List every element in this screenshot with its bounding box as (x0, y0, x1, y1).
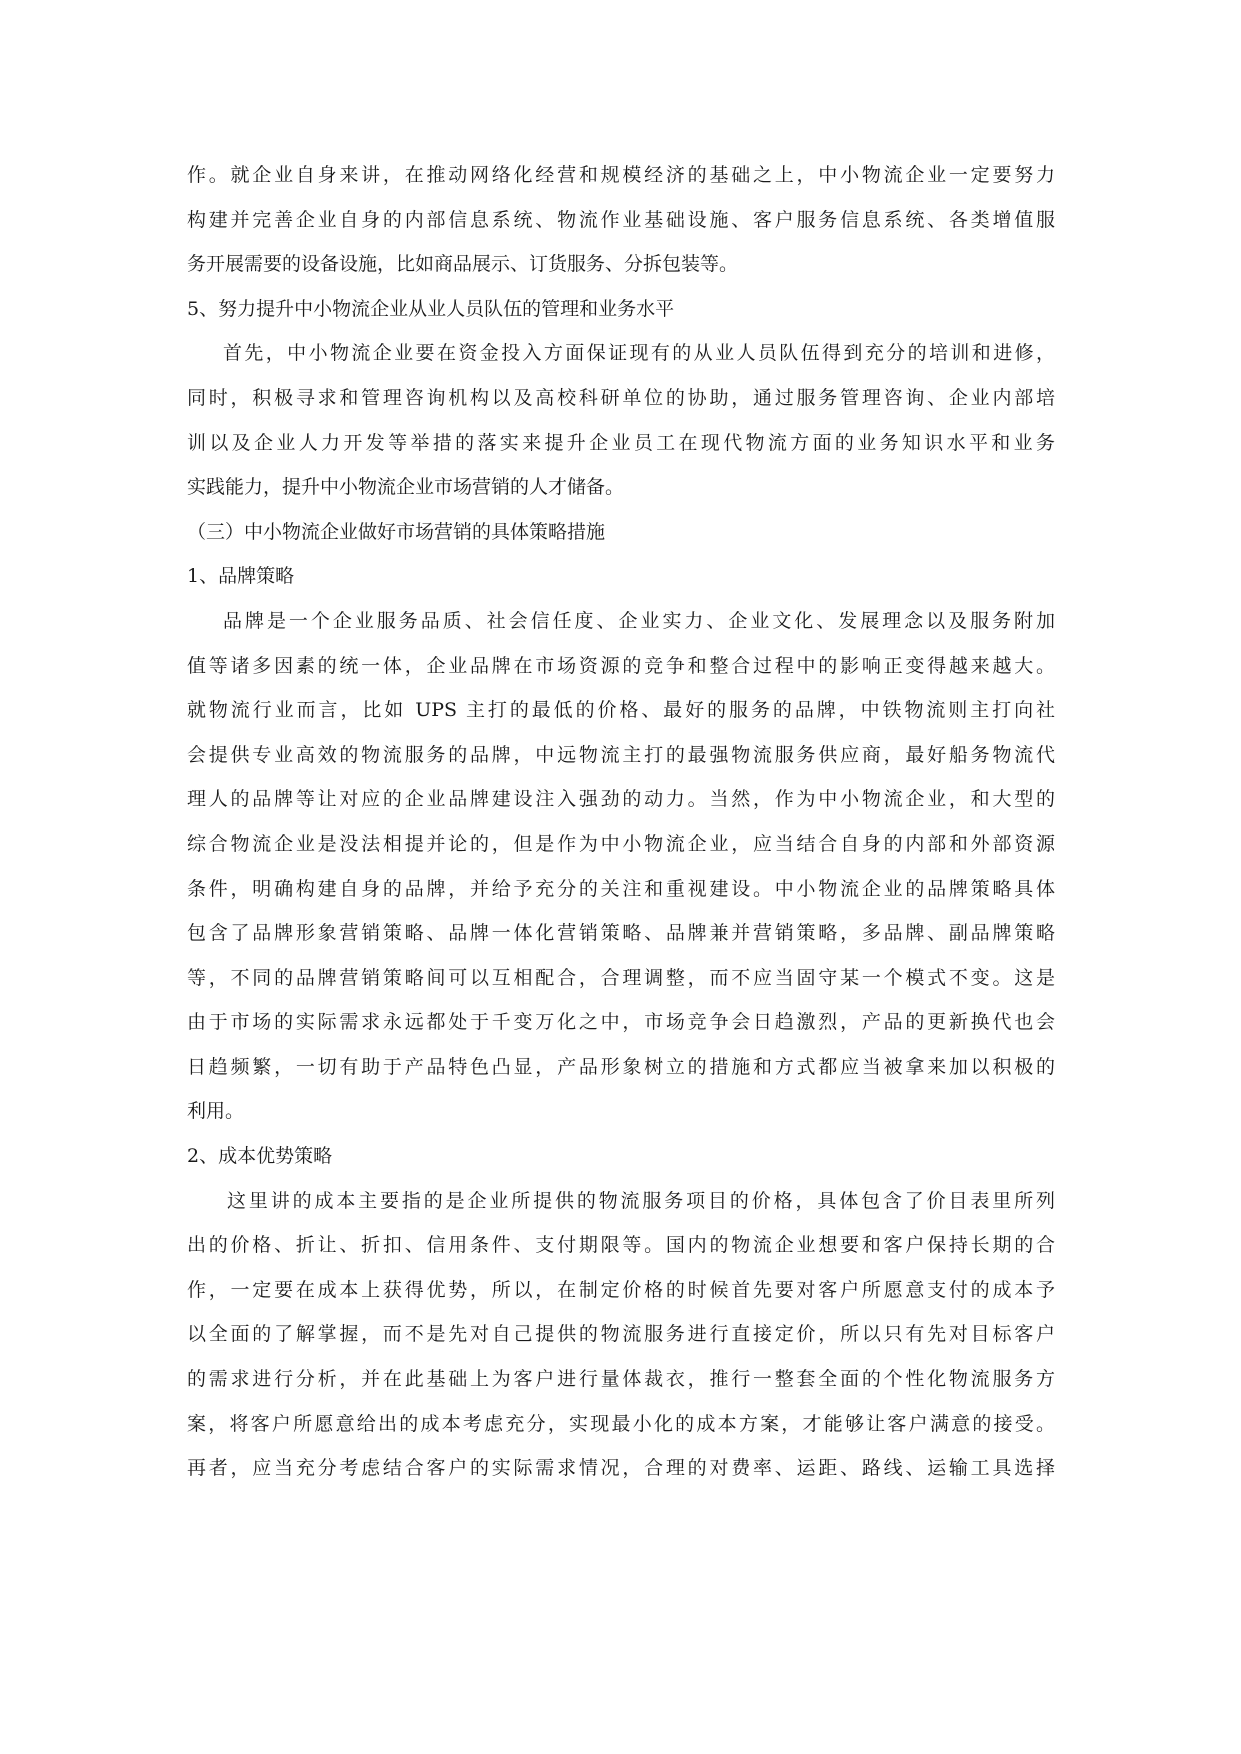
body-line: 理人的品牌等让对应的企业品牌建设注入强劲的动力。当然，作为中小物流企业，和大型的 (187, 788, 1055, 811)
paragraph-end-line: 利用。 (187, 1100, 245, 1123)
paragraph-end-line: 实践能力，提升中小物流企业市场营销的人才储备。 (187, 476, 625, 499)
body-line: 会提供专业高效的物流服务的品牌，中远物流主打的最强物流服务供应商，最好船务物流代 (187, 743, 1055, 766)
document-page (187, 153, 1055, 1491)
body-line: 的需求进行分析，并在此基础上为客户进行量体裁衣，推行一整套全面的个性化物流服务方 (187, 1368, 1055, 1391)
paragraph-end-line: 务开展需要的设备设施，比如商品展示、订货服务、分拆包装等。 (187, 253, 739, 276)
body-line: 日趋频繁，一切有助于产品特色凸显，产品形象树立的措施和方式都应当被拿来加以积极的 (187, 1055, 1055, 1078)
section-heading: 2、成本优势策略 (187, 1145, 333, 1168)
body-line: 值等诸多因素的统一体，企业品牌在市场资源的竞争和整合过程中的影响正变得越来越大。 (187, 654, 1055, 677)
body-line: 就物流行业而言，比如 UPS 主打的最低的价格、最好的服务的品牌，中铁物流则主打向社 (187, 699, 1055, 722)
paragraph-start-line: 首先，中小物流企业要在资金投入方面保证现有的从业人员队伍得到充分的培训和进修， (223, 342, 1055, 365)
body-line: 作。就企业自身来讲，在推动网络化经营和规模经济的基础之上，中小物流企业一定要努力 (187, 164, 1055, 186)
body-line: 综合物流企业是没法相提并论的，但是作为中小物流企业，应当结合自身的内部和外部资源 (187, 832, 1055, 855)
body-line: 训以及企业人力开发等举措的落实来提升企业员工在现代物流方面的业务知识水平和业务 (187, 431, 1055, 454)
section-heading: （三）中小物流企业做好市场营销的具体策略措施 (187, 520, 606, 543)
body-line: 以全面的了解掌握，而不是先对自己提供的物流服务进行直接定价，所以只有先对目标客户 (187, 1323, 1055, 1346)
paragraph-start-line: 品牌是一个企业服务品质、社会信任度、企业实力、企业文化、发展理念以及服务附加 (223, 609, 1055, 632)
body-line: 条件，明确构建自身的品牌，并给予充分的关注和重视建设。中小物流企业的品牌策略具体 (187, 877, 1055, 900)
paragraph-start-line: 这里讲的成本主要指的是企业所提供的物流服务项目的价格，具体包含了价目表里所列 (227, 1189, 1055, 1212)
body-line: 出的价格、折让、折扣、信用条件、支付期限等。国内的物流企业想要和客户保持长期的合 (187, 1234, 1055, 1257)
body-line: 构建并完善企业自身的内部信息系统、物流作业基础设施、客户服务信息系统、各类增值服 (187, 208, 1055, 231)
section-heading: 5、努力提升中小物流企业从业人员队伍的管理和业务水平 (187, 297, 675, 320)
body-line: 同时，积极寻求和管理咨询机构以及高校科研单位的协助，通过服务管理咨询、企业内部培 (187, 386, 1055, 409)
body-line: 案，将客户所愿意给出的成本考虑充分，实现最小化的成本方案，才能够让客户满意的接受。 (187, 1412, 1055, 1435)
body-line: 由于市场的实际需求永远都处于千变万化之中，市场竞争会日趋激烈，产品的更新换代也会 (187, 1011, 1055, 1034)
body-line: 包含了品牌形象营销策略、品牌一体化营销策略、品牌兼并营销策略，多品牌、副品牌策略 (187, 922, 1055, 945)
body-line: 再者，应当充分考虑结合客户的实际需求情况，合理的对费率、运距、路线、运输工具选择 (187, 1457, 1055, 1480)
body-line: 等，不同的品牌营销策略间可以互相配合，合理调整，而不应当固守某一个模式不变。这是 (187, 966, 1055, 989)
body-line: 作，一定要在成本上获得优势，所以，在制定价格的时候首先要对客户所愿意支付的成本予 (187, 1278, 1055, 1301)
section-heading: 1、品牌策略 (187, 565, 295, 588)
